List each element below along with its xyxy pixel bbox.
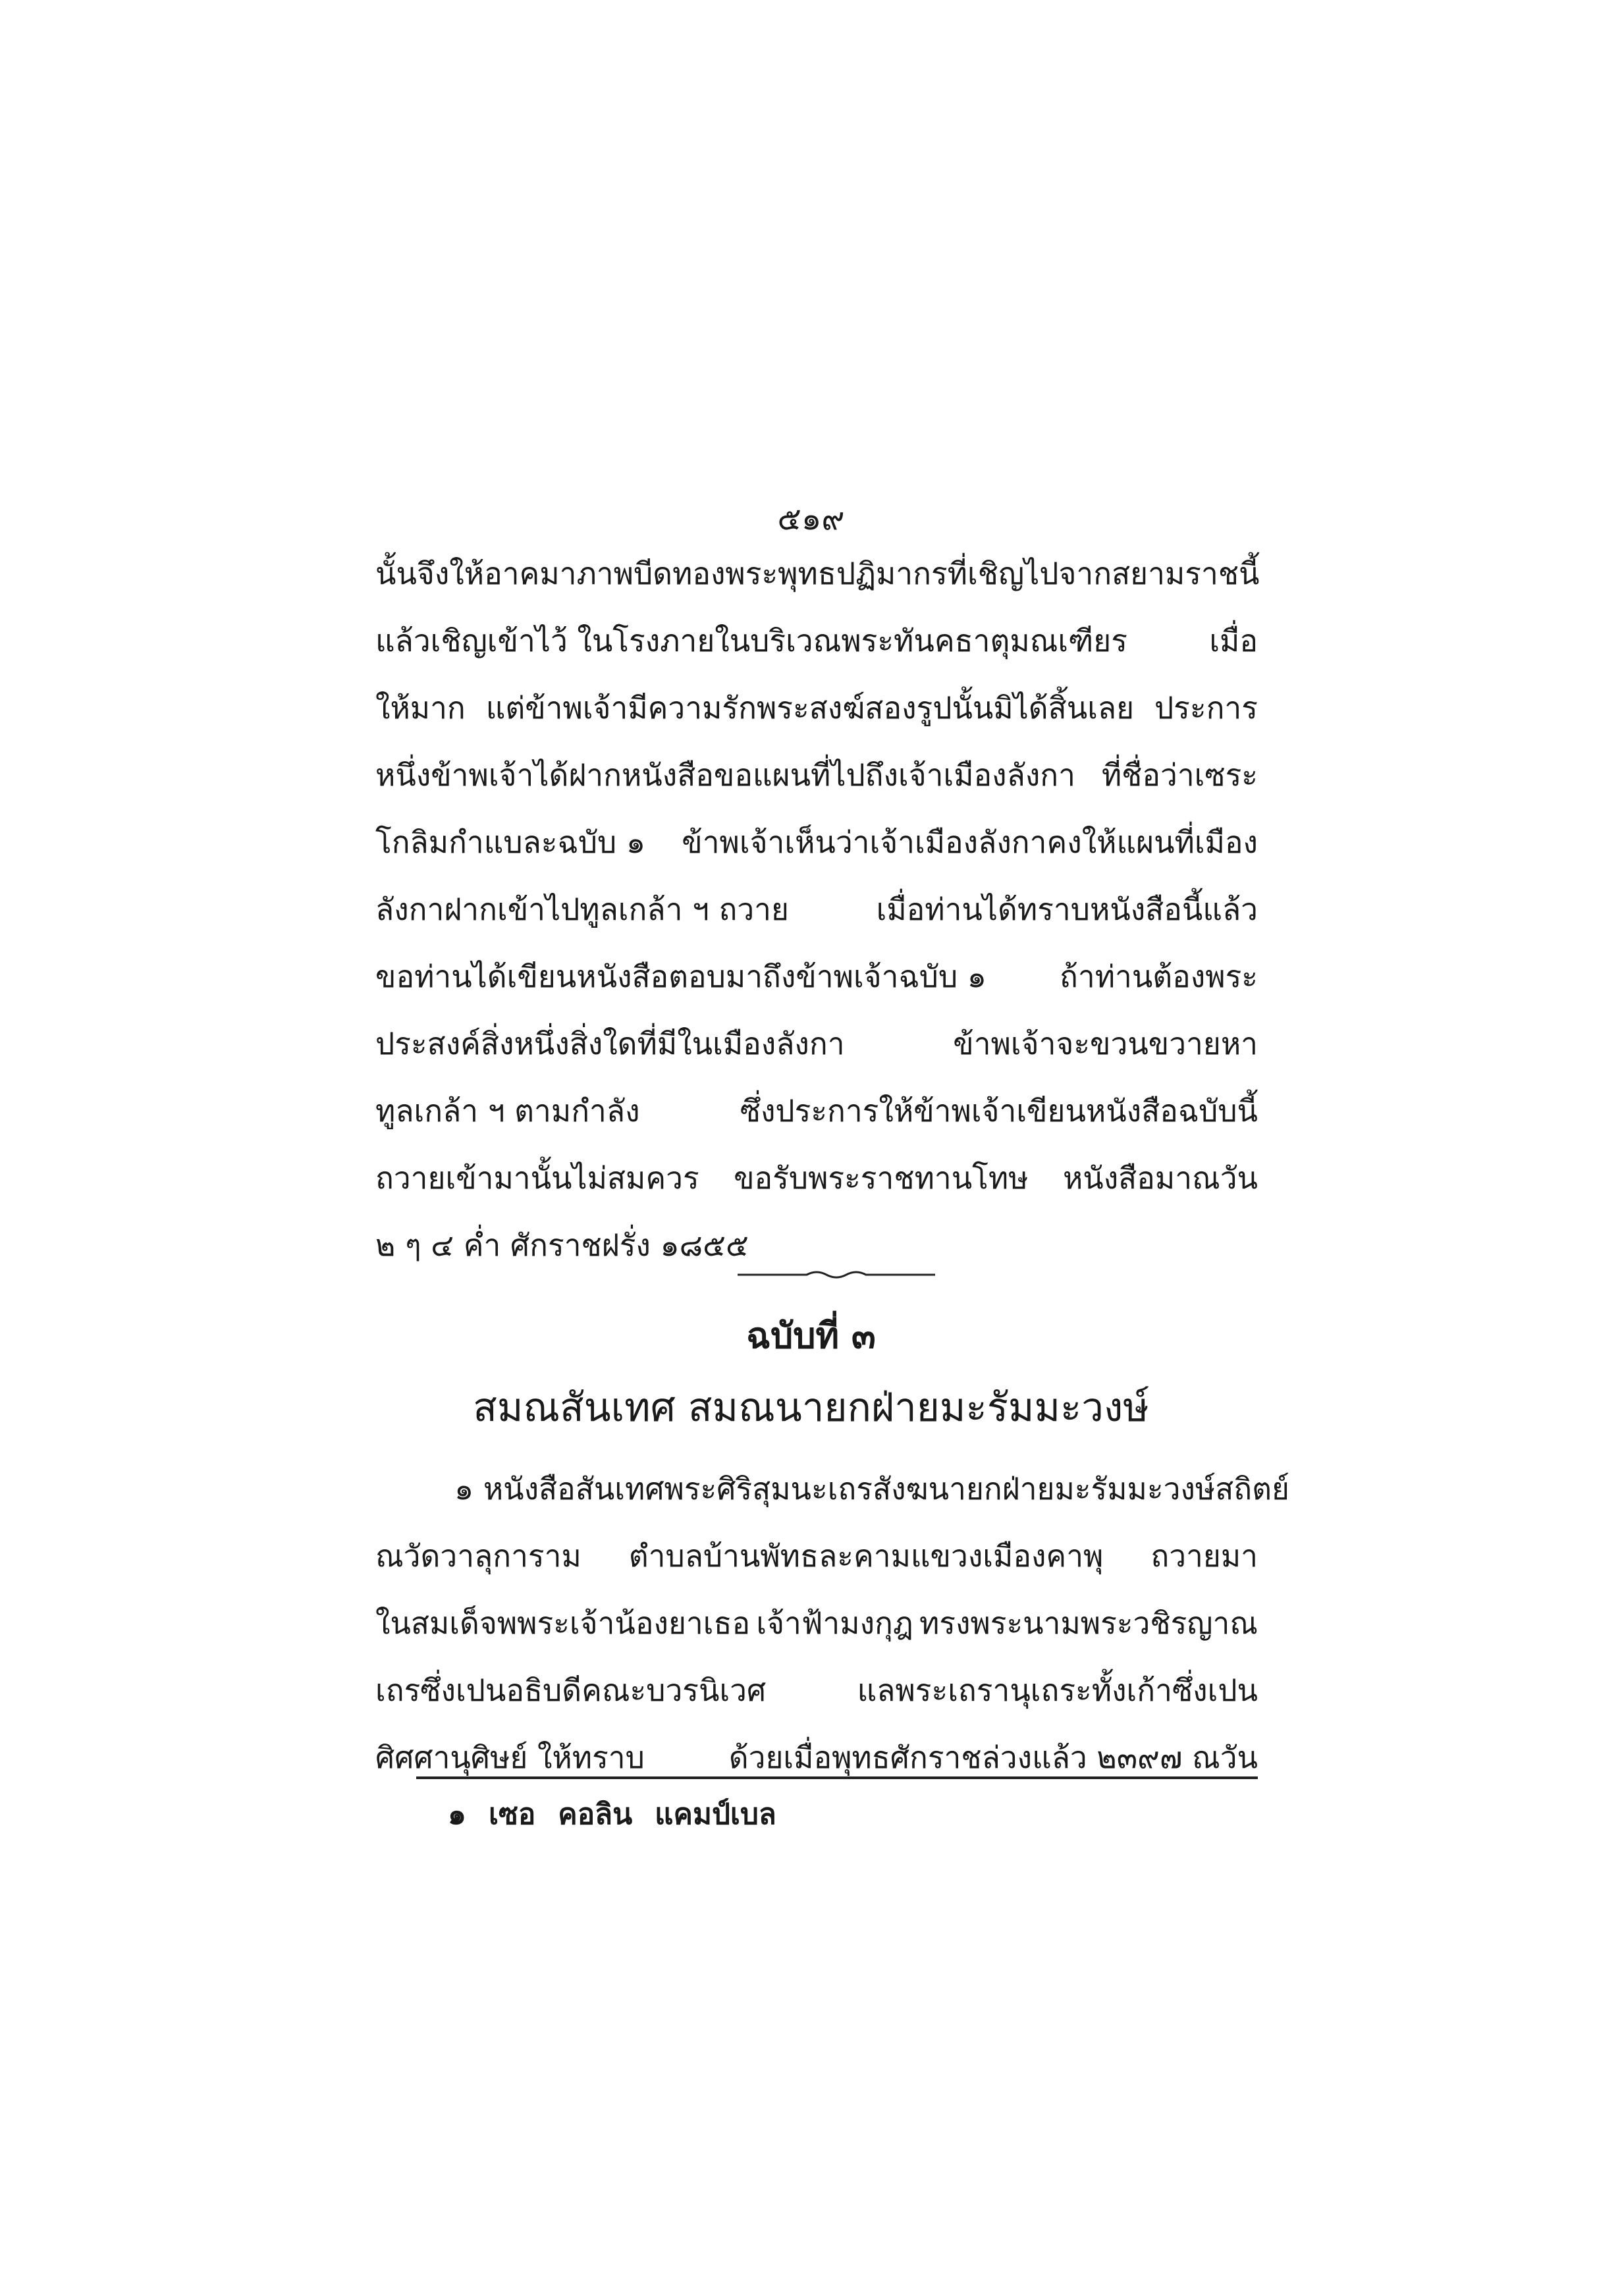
text-segment: ข้าพเจ้าเห็นว่าเจ้าเมืองลังกาคงให้แผนที่เมือง [682, 824, 1258, 860]
text-segment: เจ้าฟ้ามงกุฎ [756, 1605, 913, 1641]
text-line [375, 1589, 1258, 1657]
footnote-part: แคมป์เบล [655, 1798, 776, 1831]
letter-three-section [375, 1455, 1289, 1791]
text-segment: ถ้าท่านต้องพระ [1060, 959, 1258, 994]
text-segment: ถวายเข้ามานั้นไม่สมควร [375, 1160, 699, 1196]
text-segment: ให้มาก [375, 690, 466, 726]
text-segment: ในสมเด็จพพระเจ้าน้องยาเธอ [375, 1605, 751, 1641]
text-segment: ซึ่งประการให้ข้าพเจ้าเขียนหนังสือฉบับนี้ [740, 1093, 1258, 1129]
text-segment: ทูลเกล้า ฯ ตามกำลัง [375, 1093, 640, 1129]
text-segment: ขอท่านได้เขียนหนังสือตอบมาถึงข้าพเจ้าฉบับ ๑ [375, 959, 987, 994]
text-segment: เมื่อ [1209, 623, 1258, 658]
text-line [375, 741, 1258, 809]
text-line [375, 943, 1258, 1010]
ornamental-divider [738, 1268, 935, 1281]
footnote [448, 1791, 799, 1837]
text-segment: แลพระเถรานุเถระทั้งเก้าซึ่งเปน [857, 1672, 1258, 1708]
text-segment: ประการ [1154, 690, 1258, 726]
letter-number-heading: ฉบับที่ ๓ [746, 1314, 876, 1356]
text-segment: ๑ หนังสือสันเทศพระศิริสุมนะเถรสังฆนายกฝ่ายมะรัมมะวงษ์สถิตย์ [454, 1471, 1289, 1507]
text-line [375, 809, 1258, 876]
text-segment: เถรซึ่งเปนอธิบดีคณะบวรนิเวศ [375, 1672, 767, 1708]
text-segment: ที่ชื่อว่าเซระ [1101, 757, 1258, 793]
text-line [375, 540, 1258, 607]
text-segment: ประสงค์สิ่งหนึ่งสิ่งใดที่มีในเมืองลังกา [375, 1026, 845, 1061]
footnote-part: เซอ [488, 1798, 536, 1831]
text-segment: ๒ ๆ ๔ ค่ำ ศักราชฝรั่ง ๑๘๕๕ [375, 1227, 749, 1263]
text-segment: หนึ่งข้าพเจ้าได้ฝากหนังสือขอแผนที่ไปถึงเจ้าเมืองลังกา [375, 757, 1075, 793]
text-segment: ทรงพระนามพระวชิรญาณ [919, 1605, 1258, 1641]
text-line [375, 1455, 1289, 1522]
footnote-part: ๑ [448, 1798, 466, 1831]
footnote-part: คอลิน [558, 1798, 633, 1831]
text-segment: ข้าพเจ้าจะขวนขวายหา [953, 1026, 1258, 1061]
footnote-rule [416, 1776, 1258, 1779]
text-segment: เมื่อท่านได้ทราบหนังสือนี้แล้ว [876, 892, 1258, 927]
text-line [375, 1657, 1258, 1724]
letter-title-heading: สมณสันเทศ สมณนายกฝ่ายมะรัมมะวงษ์ [473, 1385, 1149, 1431]
page-number: ๕๑๙ [777, 500, 845, 537]
text-segment: ศิศศานุศิษย์ ให้ทราบ [375, 1740, 645, 1775]
text-segment: ถวายมา [1150, 1538, 1258, 1574]
text-line [375, 1010, 1258, 1077]
text-segment: ณวัดวาลุการาม [375, 1538, 581, 1574]
text-segment: หนังสือมาณวัน [1062, 1160, 1258, 1196]
text-line [375, 1724, 1258, 1791]
text-segment: ขอรับพระราชทานโทษ [734, 1160, 1029, 1196]
text-line [375, 674, 1258, 741]
text-line [375, 1522, 1258, 1589]
text-segment: ด้วยเมื่อพุทธศักราชล่วงแล้ว ๒๓๙๗ ณวัน [728, 1740, 1258, 1775]
text-segment: จึงให้อาคมาภาพบีดทองพระพุทธปฏิมากรที่เชิญไปจากสยามราชนี้ [416, 556, 1260, 591]
text-segment: ลังกาฝากเข้าไปทูลเกล้า ฯ ถวาย [375, 892, 789, 927]
text-segment: แต่ข้าพเจ้ามีความรักพระสงฆ์สองรูปนั้นมิได้สิ้นเลย [485, 690, 1135, 726]
letter-body-section [375, 540, 1258, 1279]
text-segment: โกลิมกำแบละฉบับ ๑ [375, 824, 646, 860]
text-line [375, 1077, 1258, 1144]
text-line [375, 876, 1258, 943]
text-line [375, 1144, 1258, 1212]
text-line [375, 607, 1258, 674]
text-segment: นั้น [375, 556, 417, 591]
text-segment: แล้วเชิญเข้าไว้ ในโรงภายในบริเวณพระทันคธาตุมณเฑียร [375, 623, 1127, 658]
text-segment: ตำบลบ้านพัทธละคามแขวงเมืองคาพุ [628, 1538, 1104, 1574]
